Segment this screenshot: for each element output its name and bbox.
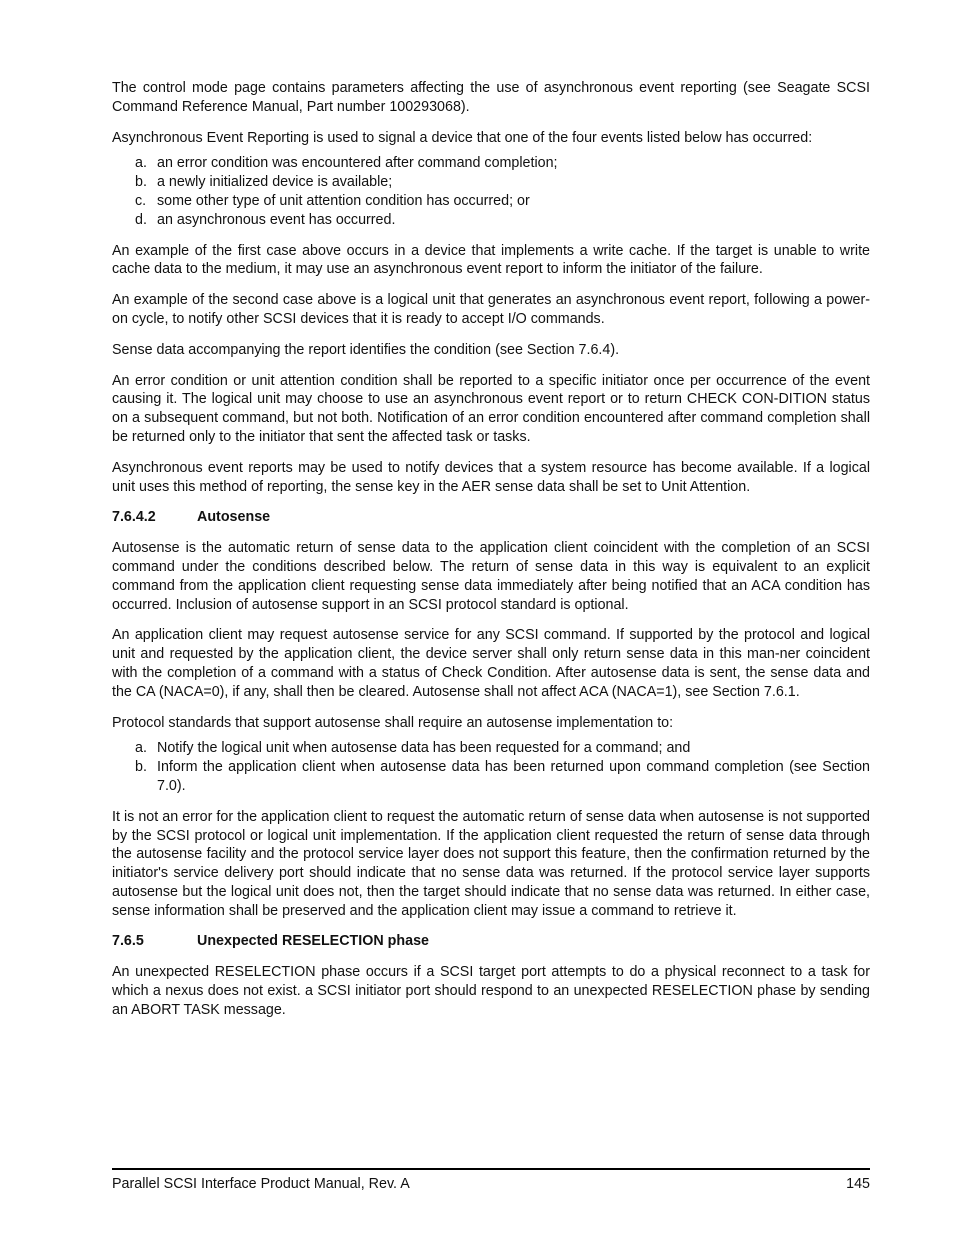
list-marker: b. <box>135 759 147 776</box>
list-item-text: Notify the logical unit when autosense data has been requested for a command; and <box>157 740 691 757</box>
list-marker: d. <box>135 211 147 228</box>
paragraph: Autosense is the automatic return of sense data to the application client coincident with the completion of an SCSI command under the conditions described below. The return of sense data in this way is equivalent to an explicit command from the application client requesting sense data immediately after being notified that an ACA condition has occurred. Inclusion of autosense support in an SCSI protocol standard is optional. <box>112 540 870 613</box>
paragraph: Protocol standards that support autosense shall require an autosense implementation to: <box>112 714 674 731</box>
section-title: Unexpected RESELECTION phase <box>197 933 429 950</box>
list-item-text: an asynchronous event has occurred. <box>157 211 396 228</box>
list-item <box>112 192 870 211</box>
paragraph: Asynchronous event reports may be used to notify devices that a system resource has become available. If a logical unit uses this method of reporting, the sense key in the AER sense data shall be set to Unit Attention. <box>112 459 870 495</box>
section-number: 7.6.5 <box>112 933 144 950</box>
list-item-text: Inform the application client when autosense data has been returned upon command completion (see Section 7.0). <box>157 759 870 794</box>
paragraph: An unexpected RESELECTION phase occurs if a SCSI target port attempts to do a physical reconnect to a task for which a nexus does not exist. a SCSI initiator port should respond to an unexpected RESELECTION phase by sending an ABORT TASK message. <box>112 964 870 1018</box>
list-item <box>112 211 870 230</box>
list-item-text: a newly initialized device is available; <box>157 174 393 191</box>
list-item <box>112 739 870 758</box>
footer-title: Parallel SCSI Interface Product Manual, Rev. A <box>112 1176 410 1192</box>
section-number: 7.6.4.2 <box>112 509 156 526</box>
list-item <box>112 154 870 173</box>
page-footer <box>112 1175 870 1193</box>
section-title: Autosense <box>197 509 271 526</box>
event-list <box>112 154 870 229</box>
list-marker: a. <box>135 155 147 172</box>
paragraph: An application client may request autosense service for any SCSI command. If supported by the protocol and logical unit and requested by the application client, the device server shall only return sense data in this man-ner coincident with the completion of a command with a status of Check Condition. After autosense data is sent, the sense data and the CA (NACA=0), if any, shall then be cleared. Autosense shall not affect ACA (NACA=1), see Section 7.6.1. <box>112 627 870 700</box>
paragraph: Sense data accompanying the report identifies the condition (see Section 7.6.4). <box>112 341 620 358</box>
paragraph: An example of the first case above occurs in a device that implements a write cache. If the target is unable to write cache data to the medium, it may use an asynchronous event report to inform the initiator of the failure. <box>112 242 870 278</box>
list-item-text: some other type of unit attention condition has occurred; or <box>157 192 530 209</box>
list-marker: b. <box>135 174 147 191</box>
section-heading-autosense <box>112 508 870 527</box>
list-item <box>112 173 870 192</box>
paragraph: An example of the second case above is a logical unit that generates an asynchronous event report, following a power-on cycle, to notify other SCSI devices that it is ready to accept I/O commands. <box>112 292 870 327</box>
footer-rule <box>112 1168 870 1170</box>
list-marker: a. <box>135 740 147 757</box>
paragraph: Asynchronous Event Reporting is used to signal a device that one of the four events listed below has occurred: <box>112 129 813 146</box>
paragraph: An error condition or unit attention condition shall be reported to a specific initiator once per occurrence of the event causing it. The logical unit may choose to use an asynchronous event report or to return CHECK CON-DITION status on a subsequent command, but not both. Notification of an error condition encountered after command completion shall be returned only to the initiator that sent the affected task or tasks. <box>112 372 870 445</box>
paragraph: It is not an error for the application client to request the automatic return of sense data when autosense is not supported by the SCSI protocol or logical unit implementation. If the application client requested the return of sense data through the autosense facility and the protocol service layer does not support this feature, then the confirmation returned by the initiator's service delivery port should indicate that no sense data was returned. If the protocol service layer supports autosense but the logical unit does not, then the target should indicate that no sense data was returned. In either case, sense information shall be preserved and the application client may issue a command to retrieve it. <box>112 808 870 919</box>
autosense-list <box>112 739 870 795</box>
list-item-text: an error condition was encountered after command completion; <box>157 155 558 172</box>
page-body <box>112 79 870 1032</box>
section-heading-reselection <box>112 932 870 951</box>
list-item <box>112 758 870 796</box>
page-number: 145 <box>846 1176 870 1192</box>
list-marker: c. <box>135 192 147 209</box>
paragraph: The control mode page contains parameters affecting the use of asynchronous event reporting (see Seagate SCSI Command Reference Manual, Part number 100293068). <box>112 80 870 115</box>
